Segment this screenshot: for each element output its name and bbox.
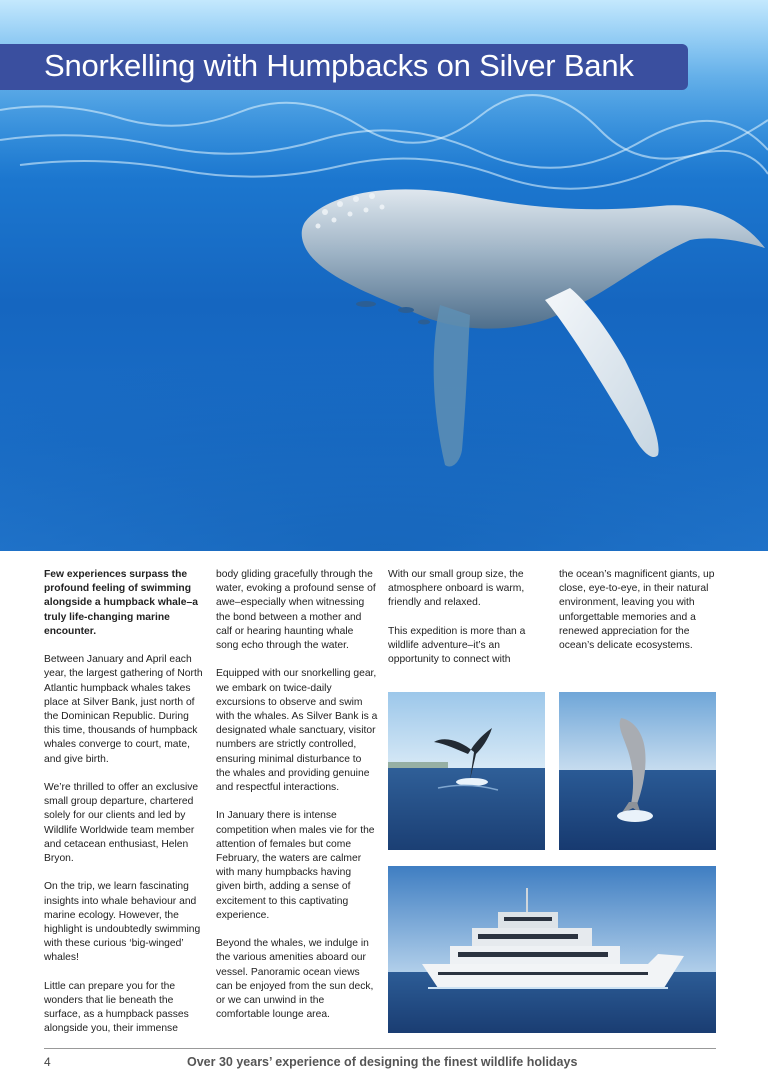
paragraph: In January there is intense competition when males vie for the attention of females but come February, the waters are calmer with many humpbacks having given birth, adding a sense of excitement to this captivating experience. — [216, 810, 375, 921]
paragraph: With our small group size, the atmosphere onboard is warm, friendly and relaxed. — [388, 569, 525, 609]
paragraph: the ocean’s magnificent giants, up close, eye-to-eye, in their natural environment, leaving you with unforgettable memories and a renewed appreciation for the ocean’s delicate ecosystems. — [559, 569, 715, 652]
page-number: 4 — [44, 1055, 51, 1069]
paragraph: This expedition is more than a wildlife adventure–it’s an opportunity to connect with — [388, 625, 526, 666]
whale-tail-photo — [388, 692, 545, 850]
paragraph: Little can prepare you for the wonders that lie beneath the surface, as a humpback passes alongside you, their immense — [44, 980, 189, 1035]
footer-rule — [44, 1048, 716, 1049]
text-column-1 — [44, 568, 206, 1051]
paragraph: Beyond the whales, we indulge in the various amenities aboard our vessel. Panoramic ocean views can be enjoyed from the sun deck, or we can unwind in the comfortable lounge area. — [216, 938, 374, 1021]
text-column-2 — [216, 568, 378, 1037]
paragraph: On the trip, we learn fascinating insights into whale behaviour and marine ecology. However, the highlight is undoubtedly swimming with these curious ‘big-winged’ whales! — [44, 881, 201, 964]
paragraph: We’re thrilled to offer an exclusive small group departure, chartered solely for our clients and led by Wildlife Worldwide team member and cetacean enthusiast, Helen Bryon. — [44, 782, 199, 865]
paragraph: body gliding gracefully through the water, evoking a profound sense of awe–especially when witnessing the bond between a mother and calf or hearing haunting whale song echo through the water. — [216, 569, 376, 652]
dolphin-photo — [559, 692, 716, 850]
page-title: Snorkelling with Humpbacks on Silver Bank — [44, 48, 634, 83]
paragraph: Between January and April each year, the largest gathering of North Atlantic humpback whales takes place at Silver Bank, just north of the Dominican Republic. During this time, thousands of humpback whales converge to court, mate, and give birth. — [44, 654, 203, 765]
paragraph: Equipped with our snorkelling gear, we embark on twice-daily excursions to observe and swim with the whales. As Silver Bank is a designated whale sanctuary, visitor numbers are strictly controlled, ensuring minimal disturbance to the whales and providing genuine and respectful interactions. — [216, 668, 378, 794]
expedition-boat-photo — [388, 866, 716, 1033]
intro-paragraph: Few experiences surpass the profound feeling of swimming alongside a humpback whale–a truly life-changing marine encounter. — [44, 569, 198, 637]
footer-tagline: Over 30 years’ experience of designing the finest wildlife holidays — [187, 1055, 578, 1069]
text-column-3 — [388, 568, 548, 682]
text-column-4 — [559, 568, 719, 667]
